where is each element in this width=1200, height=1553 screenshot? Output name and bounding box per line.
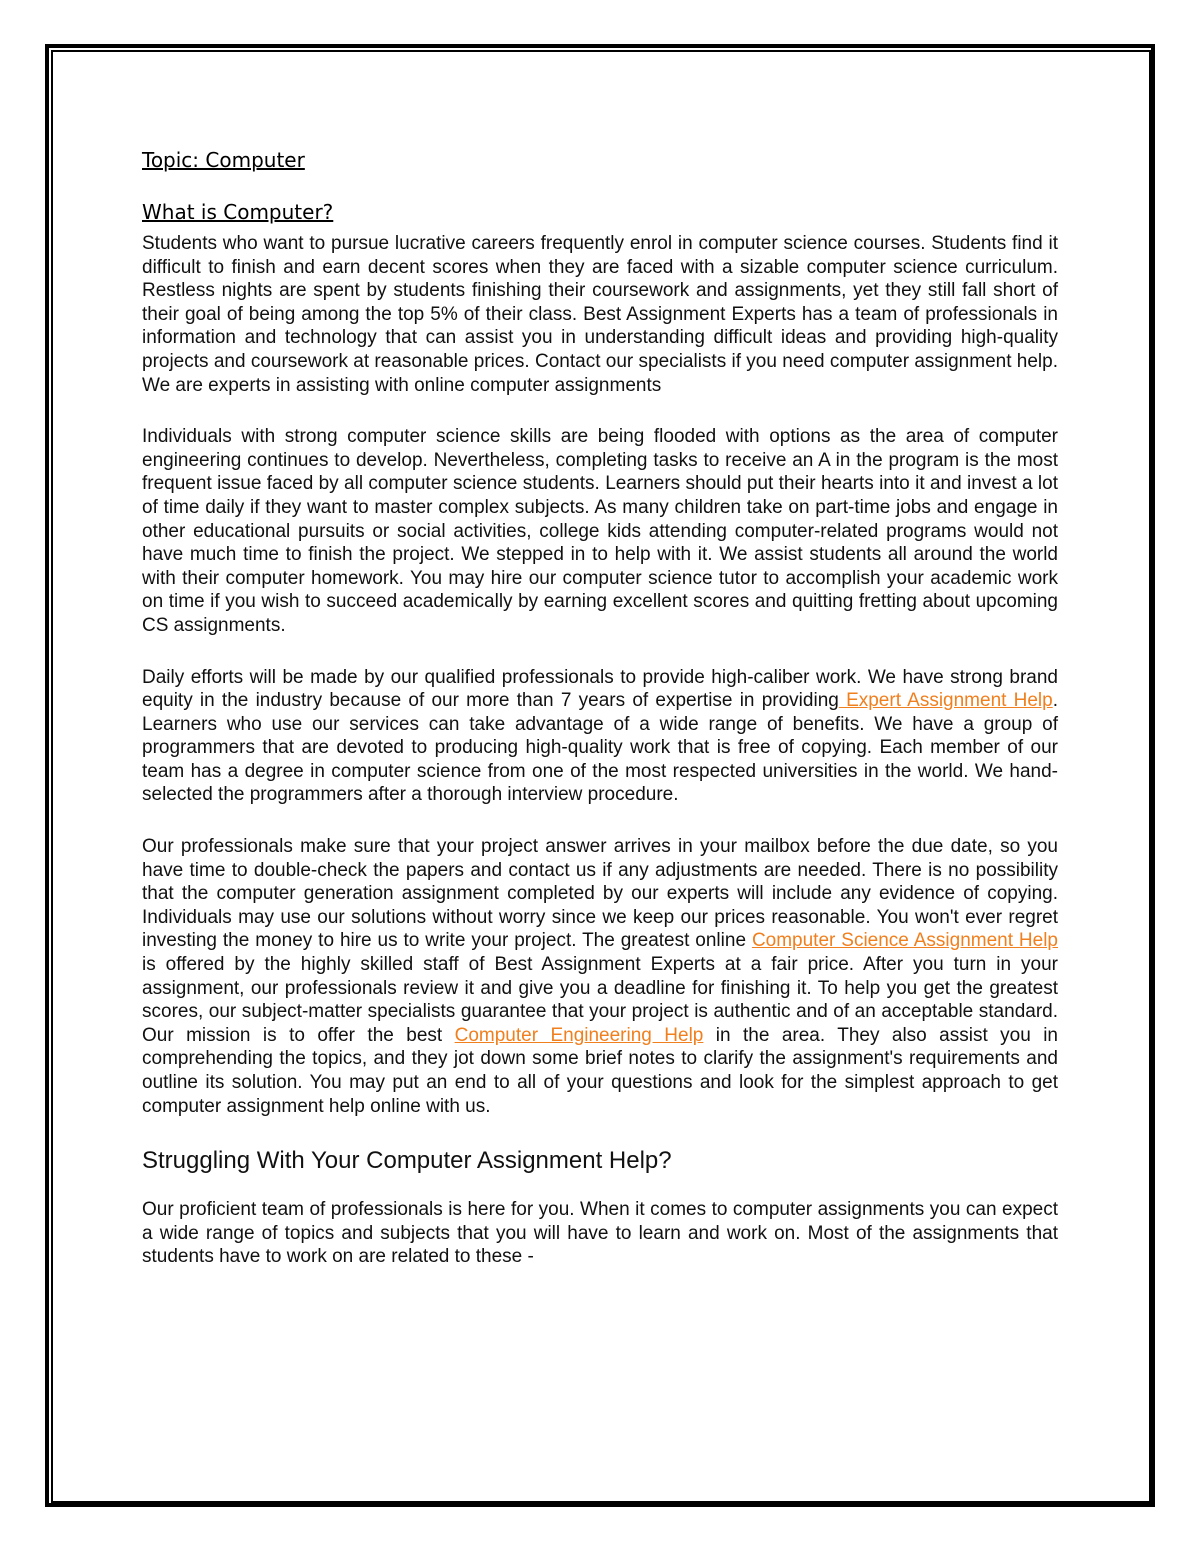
struggling-subheading: Struggling With Your Computer Assignment Help? [142,1147,672,1175]
paragraph-4 [142,835,1058,1118]
expert-assignment-help-link[interactable]: Expert Assignment Help [838,690,1053,712]
paragraph-1: Students who want to pursue lucrative careers frequently enrol in computer science courses. Students find it difficult to finish and earn decent scores when they are faced with a sizable computer science curriculum. Restless nights are spent by students finishing their coursework and assignments, yet they still fall short of their goal of being among the top 5% of their class. Best Assignment Experts has a team of professionals in information and technology that can assist you in understanding difficult ideas and providing high-quality projects and coursework at reasonable prices. Contact our specialists if you need computer assignment help. We are experts in assisting with online computer assignments [142,233,1058,396]
paragraph-3 [142,666,1058,808]
paragraph-2: Individuals with strong computer science skills are being flooded with options as the area of computer engineering continues to develop. Nevertheless, completing tasks to receive an A in the program is the most frequent issue faced by all computer science students. Learners should put their hearts into it and invest a lot of time daily if they want to master complex subjects. As many children take on part-time jobs and engage in other educational pursuits or social activities, college kids attending computer-related programs would not have much time to finish the project. We stepped in to help with it. We assist students all around the world with their computer homework. You may hire our computer science tutor to accomplish your academic work on time if you wish to succeed academically by earning excellent scores and quitting fretting about upcoming CS assignments. [142,426,1058,636]
paragraph-3-text-b: . Learners who use our services can take advantage of a wide range of benefits. We have a group of programmers that are devoted to producing high-quality work that is free of copying. Each member of our team has a degree in computer science from one of the most respected universities in the world. We hand-selected the programmers after a thorough interview procedure. [142,690,1059,806]
computer-science-assignment-help-link[interactable]: Computer Science Assignment Help [751,930,1058,952]
paragraph-4-text-c: in the area. They also assist you in comprehending the topics, and they jot down some brief notes to clarify the assignment's requirements and outline its solution. You may put an end to all of your questions and look for the simplest approach to get computer assignment help online with us. [142,1024,1059,1117]
computer-engineering-help-link[interactable]: Computer Engineering Help [454,1024,704,1046]
document-body [142,140,1058,1297]
topic-heading: Topic: Computer [142,148,305,172]
section-heading: What is Computer? [142,200,334,224]
paragraph-5: Our proficient team of professionals is here for you. When it comes to computer assignments you can expect a wide range of topics and subjects that you will have to learn and work on. Most of the assignments that students have to work on are related to these - [142,1199,1058,1268]
paragraph-3-text-a: Daily efforts will be made by our qualified professionals to provide high-caliber work. We have strong brand equity in the industry because of our more than 7 years of expertise in providing [142,666,1058,712]
paragraph-4-text-a: Our professionals make sure that your project answer arrives in your mailbox before the due date, so you have time to double-check the papers and contact us if any adjustments are needed. There is no possibility that the computer generation assignment completed by our experts will include any evidence of copying. Individuals may use our solutions without worry since we keep our prices reasonable. You won't ever regret investing the money to hire us to write your project. The greatest online [142,836,1058,952]
paragraph-4-text-b: is offered by the highly skilled staff of Best Assignment Experts at a fair price. After you turn in your assignment, our professionals review it and give you a deadline for finishing it. To help you get the greatest scores, our subject-matter specialists guarantee that your project is authentic and of an acceptable standard. Our mission is to offer the best [142,954,1058,1046]
